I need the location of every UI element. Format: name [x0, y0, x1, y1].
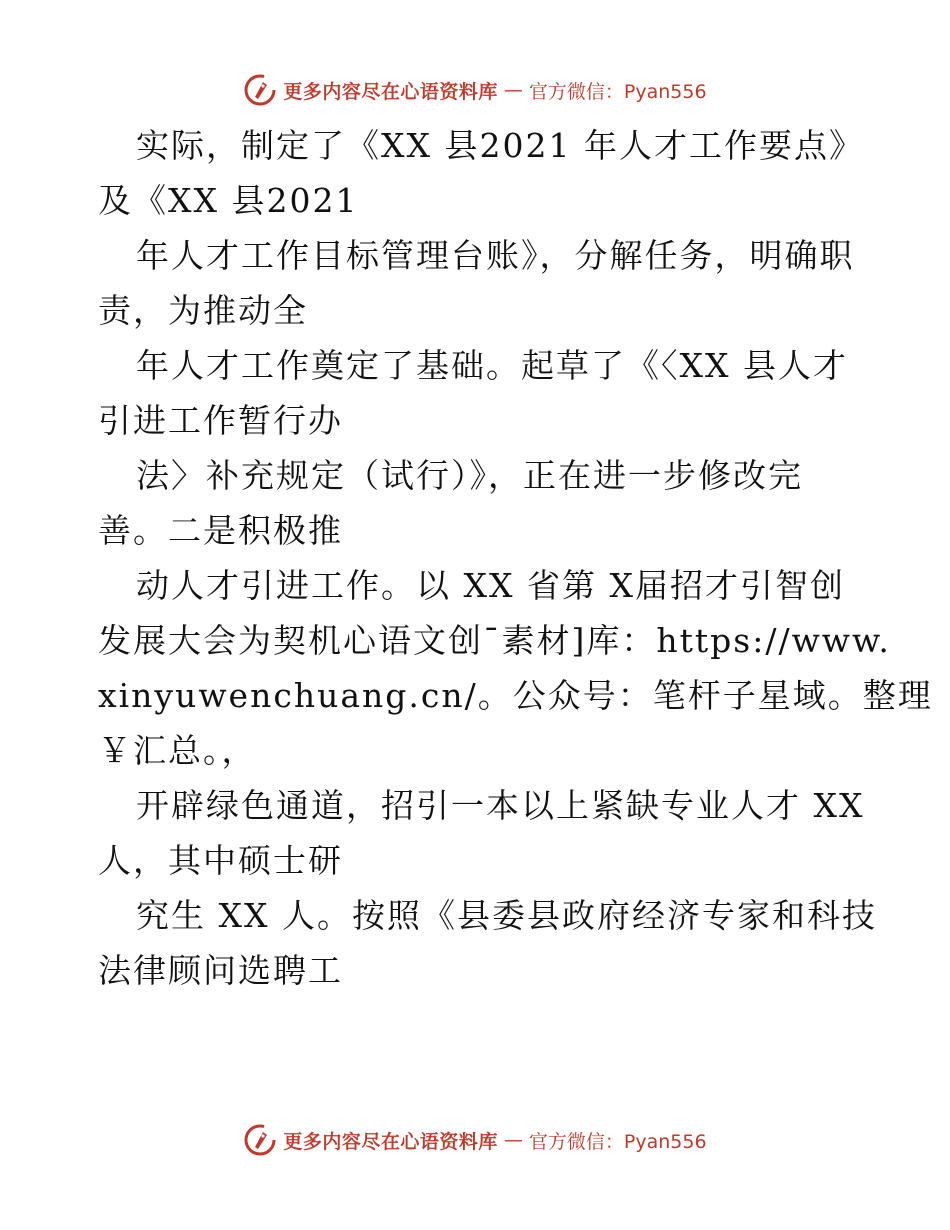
header-brand-text: 更多内容尽在心语资料库	[283, 80, 498, 103]
text-line: 究生 XX 人。按照《县委县政府经济专家和科技	[136, 896, 877, 935]
pen-nib-circle-icon	[243, 1123, 277, 1157]
pen-nib-circle-icon	[243, 73, 277, 107]
header-banner-content	[243, 73, 706, 107]
text-line: 发展大会为契机心语文创¯素材]库：https://www.	[98, 621, 891, 660]
text-line: 年人才工作目标管理台账》，分解任务，明确职	[136, 236, 855, 275]
footer-brand-text: 更多内容尽在心语资料库	[283, 1130, 498, 1153]
text-line: 人，其中硕士研	[98, 841, 343, 880]
document-body	[98, 118, 933, 998]
page-header-banner	[0, 70, 950, 110]
text-line: 引进工作暂行办	[98, 401, 343, 440]
header-separator: —	[503, 79, 523, 101]
text-line: 实际，制定了《XX 县2021 年人才工作要点》	[136, 126, 864, 165]
text-line: 开辟绿色通道，招引一本以上紧缺专业人才 XX	[136, 786, 865, 825]
text-line: 法〉补充规定（试行）》，正在进一步修改完	[136, 456, 803, 495]
text-line: ￥汇总。，	[98, 731, 257, 770]
text-line: 责，为推动全	[98, 291, 308, 330]
footer-separator: —	[503, 1129, 523, 1151]
text-line: xinyuwenchuang.cn/。公众号：笔杆子星域。整理	[98, 676, 933, 715]
text-line: 动人才引进工作。以 XX 省第 X届招才引智创	[136, 566, 845, 605]
text-line: 善。二是积极推	[98, 511, 343, 550]
text-line: 法律顾问选聘工	[98, 951, 343, 990]
text-line: 及《XX 县2021	[98, 181, 359, 220]
footer-banner-content	[243, 1123, 706, 1157]
header-wechat-text: 官方微信：Pyan556	[528, 80, 707, 103]
footer-wechat-text: 官方微信：Pyan556	[528, 1130, 707, 1153]
text-line: 年人才工作奠定了基础。起草了《〈XX 县人才	[136, 346, 848, 385]
page-footer-banner	[0, 1120, 950, 1160]
